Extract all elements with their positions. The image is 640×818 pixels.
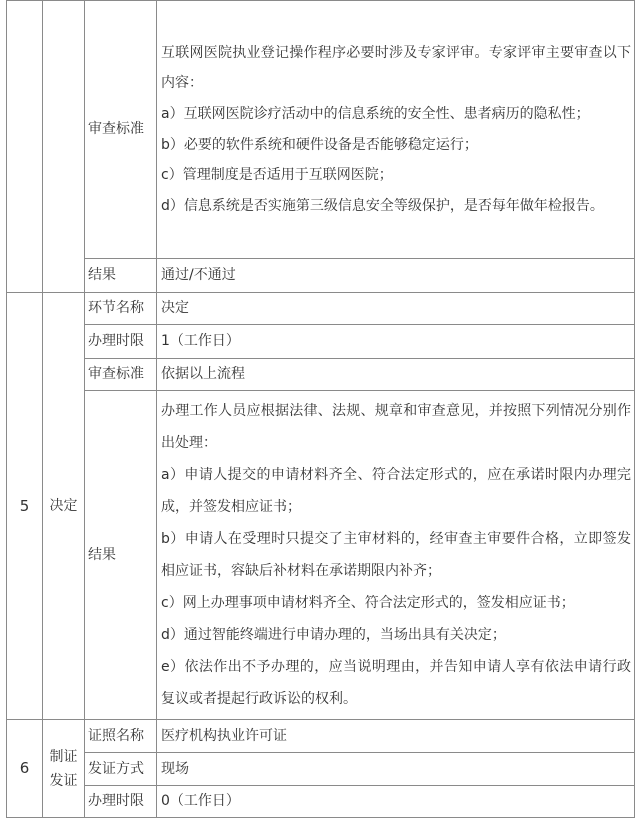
row-value: 依据以上流程 [157, 359, 635, 391]
paragraph: a）申请人提交的申请材料齐全、符合法定形式的，应在承诺时限内办理完成，并签发相应证书； [161, 467, 631, 515]
paragraph: c）管理制度是否适用于互联网医院； [161, 167, 393, 184]
section5-number: 5 [7, 293, 43, 720]
result-text [157, 391, 635, 720]
review-criteria-label: 审查标准 [85, 1, 157, 259]
table-row [7, 720, 635, 753]
section6-number: 6 [7, 720, 43, 818]
result-label: 结果 [85, 391, 157, 720]
row-value: 0（工作日） [157, 786, 635, 818]
paragraph: b）申请人在受理时只提交了主审材料的，经审查主审要件合格，立即签发相应证书，容缺后补材料在承诺期限内补齐； [161, 531, 631, 579]
table-row [7, 391, 635, 720]
row-label: 办理时限 [85, 786, 157, 818]
row-value: 医疗机构执业许可证 [157, 720, 635, 753]
paragraph: d）信息系统是否实施第三级信息安全等级保护，是否每年做年检报告。 [161, 197, 604, 214]
procedure-table [6, 0, 635, 818]
paragraph: e）依法作出不予办理的，应当说明理由，并告知申请人享有依法申请行政复议或者提起行政诉讼的权利。 [161, 659, 631, 707]
row-label: 办理时限 [85, 325, 157, 359]
row-label: 环节名称 [85, 293, 157, 325]
paragraph: a）互联网医院诊疗活动中的信息系统的安全性、患者病历的隐私性； [161, 105, 590, 122]
table-row [7, 1, 635, 259]
paragraph: d）通过智能终端进行申请办理的，当场出具有关决定； [161, 627, 506, 643]
paragraph: c）网上办理事项申请材料齐全、符合法定形式的，签发相应证书； [161, 595, 575, 611]
row-label: 证照名称 [85, 720, 157, 753]
paragraph: 互联网医院执业登记操作程序必要时涉及专家评审。专家评审主要审查以下内容： [161, 44, 631, 92]
section4-number-cell [7, 1, 43, 293]
section6-step [43, 720, 85, 818]
section6-step-line2: 发证 [49, 772, 78, 789]
table-row [7, 359, 635, 391]
row-value: 1（工作日） [157, 325, 635, 359]
section5-step: 决定 [43, 293, 85, 720]
table-row [7, 259, 635, 293]
result-label: 结果 [85, 259, 157, 293]
paragraph: 办理工作人员应根据法律、法规、规章和审查意见，并按照下列情况分别作出处理： [161, 403, 631, 451]
table-row [7, 753, 635, 786]
row-label: 审查标准 [85, 359, 157, 391]
paragraph: b）必要的软件系统和硬件设备是否能够稳定运行； [161, 136, 478, 153]
table-row [7, 293, 635, 325]
row-value: 现场 [157, 753, 635, 786]
table-row [7, 325, 635, 359]
section4-step-cell [43, 1, 85, 293]
result-value: 通过/不通过 [157, 259, 635, 293]
review-criteria-text [157, 1, 635, 259]
row-label: 发证方式 [85, 753, 157, 786]
section6-step-line1: 制证 [49, 748, 78, 765]
row-value: 决定 [157, 293, 635, 325]
